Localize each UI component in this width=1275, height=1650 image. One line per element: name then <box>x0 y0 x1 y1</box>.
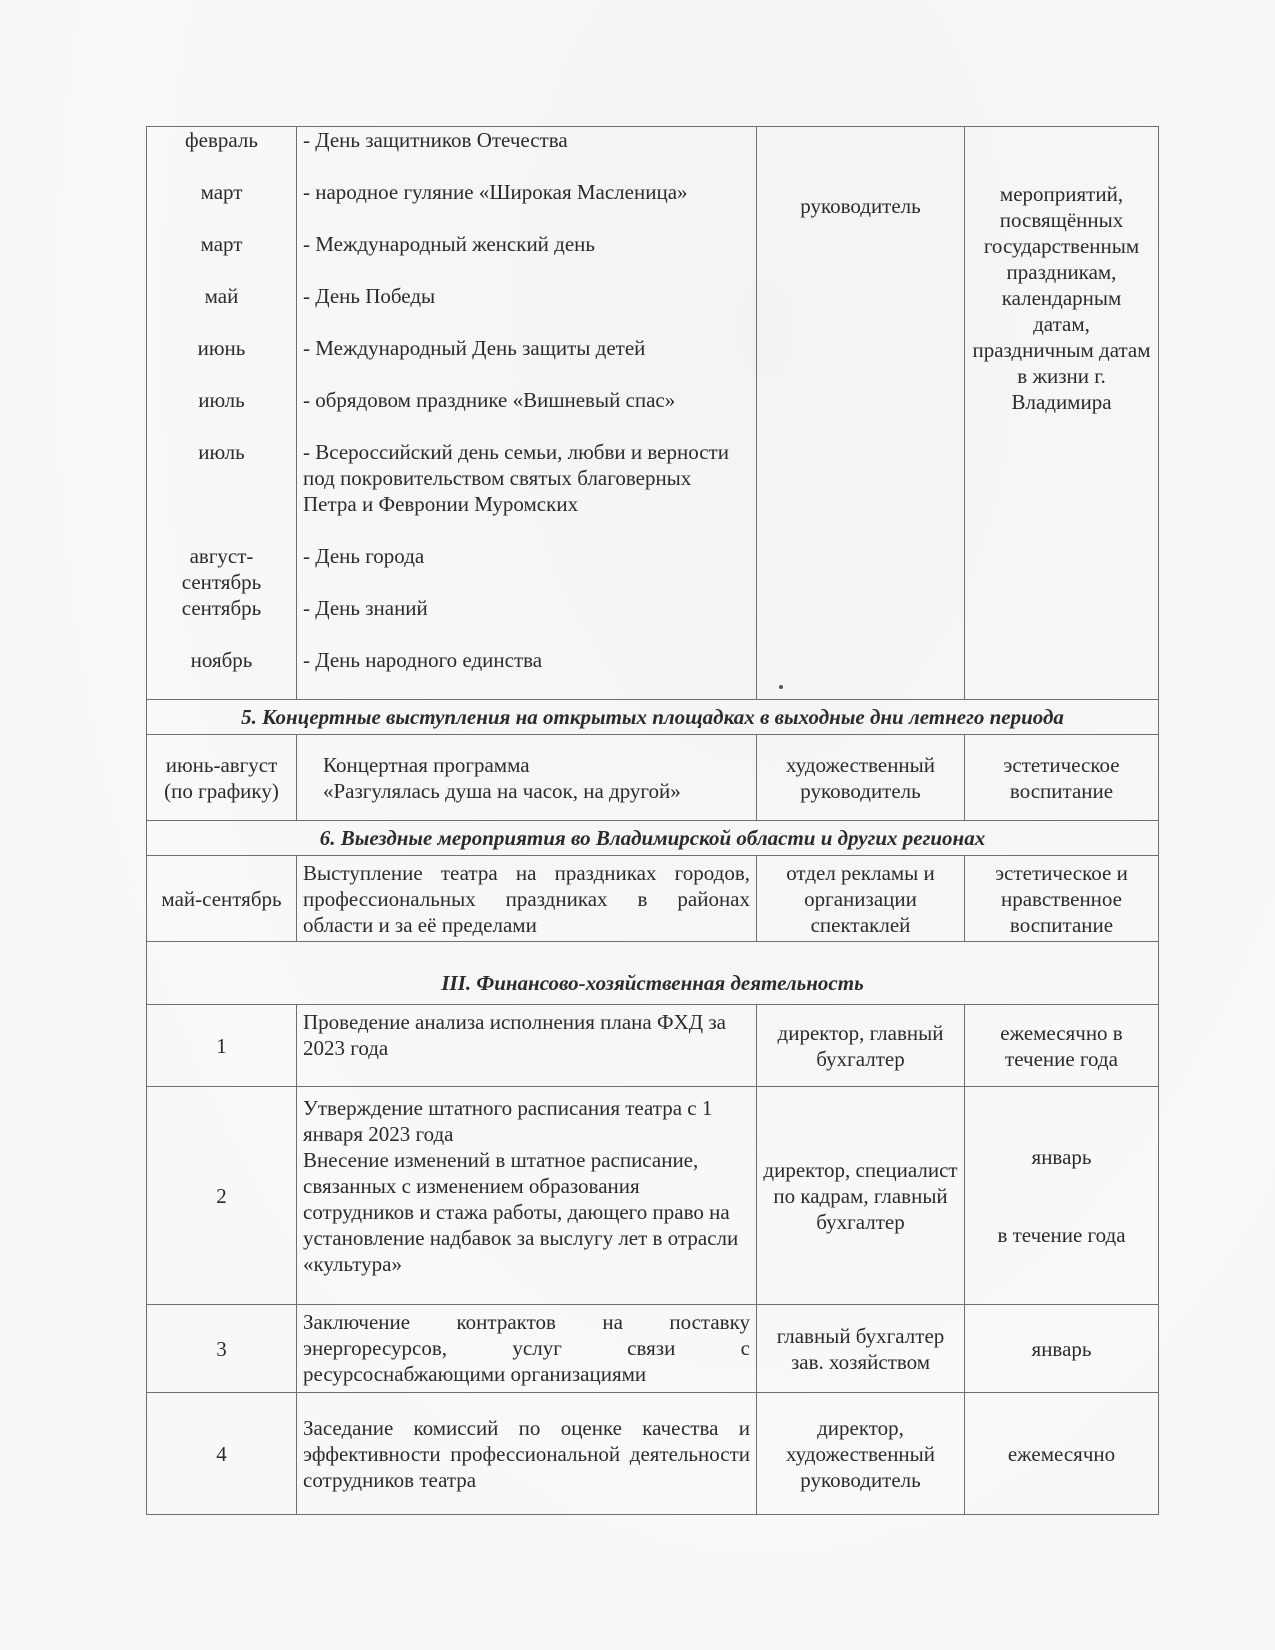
event-line: «Разгулялась душа на часок, на другой» <box>323 778 681 803</box>
date-cell: июнь-август (по графику) <box>147 735 297 821</box>
month-label: сентябрь <box>181 596 262 620</box>
month-label: август-сентябрь <box>181 544 262 594</box>
event-text: Внесение изменений в штатное расписание, связанных с изменением образования сотрудников и стажа работы, дающего право на установление надбавок за выслугу лет в отрасли «культура» <box>303 1148 739 1276</box>
responsible-cell: главный бухгалтер зав. хозяйством <box>757 1305 965 1393</box>
month-label: ноябрь <box>190 648 253 672</box>
section-3-heading: III. Финансово-хозяйственная деятельность <box>147 942 1159 1005</box>
table-row <box>147 735 1159 821</box>
event-item: - Всероссийский день семьи, любви и верности под покровительством святых благоверных Петра и Февронии Муромских <box>303 440 729 516</box>
section-heading-row <box>147 942 1159 1005</box>
row-number: 4 <box>147 1393 297 1515</box>
table-row <box>147 1393 1159 1515</box>
responsible-cell: отдел рекламы и организации спектаклей <box>757 856 965 942</box>
table-row <box>147 1305 1159 1393</box>
month-label: февраль <box>185 128 258 152</box>
row-number: 3 <box>147 1305 297 1393</box>
event-item: - обрядовом празднике «Вишневый спас» <box>303 388 676 412</box>
term-text: в течение года <box>997 1222 1126 1247</box>
month-label: май <box>204 284 239 308</box>
purpose-cell: мероприятий, посвящённых государственным праздникам, календарным датам, праздничным датам в жизни г. Владимира <box>965 127 1159 700</box>
section-heading-row <box>147 700 1159 735</box>
event-item: - народное гуляние «Широкая Масленица» <box>303 180 688 204</box>
month-label: июнь <box>197 336 246 360</box>
event-cell <box>297 1087 757 1305</box>
event-item: - Международный женский день <box>303 232 595 256</box>
responsible-cell: директор, специалист по кадрам, главный бухгалтер <box>757 1087 965 1305</box>
term-text: январь <box>1031 1144 1092 1169</box>
responsible-cell: художественный руководитель <box>757 735 965 821</box>
event-cell: Проведение анализа исполнения плана ФХД за 2023 года <box>297 1005 757 1087</box>
responsible-cell: директор, главный бухгалтер <box>757 1005 965 1087</box>
scan-mark <box>779 685 783 689</box>
row-number: 1 <box>147 1005 297 1087</box>
table-row <box>147 1005 1159 1087</box>
months-cell <box>147 127 297 700</box>
purpose-cell: эстетическое и нравственное воспитание <box>965 856 1159 942</box>
term-cell: январь <box>965 1305 1159 1393</box>
plan-table <box>146 126 1159 1515</box>
month-label: июль <box>198 440 245 464</box>
responsible-cell: директор, художественный руководитель <box>757 1393 965 1515</box>
table-row <box>147 856 1159 942</box>
section-5-heading: 5. Концертные выступления на открытых площадках в выходные дни летнего периода <box>147 700 1159 735</box>
term-cell: ежемесячно <box>965 1393 1159 1515</box>
month-label: март <box>200 232 243 256</box>
event-item: - День народного единства <box>303 648 543 672</box>
event-item: - День города <box>303 544 425 568</box>
event-item: - Международный День защиты детей <box>303 336 646 360</box>
responsible-cell <box>757 127 965 700</box>
responsible-text: руководитель <box>800 194 921 218</box>
month-label: июль <box>198 388 245 412</box>
event-item: - День защитников Отечества <box>303 128 568 152</box>
date-cell: май-сентябрь <box>147 856 297 942</box>
event-cell: Выступление театра на праздниках городов, профессиональных праздниках в районах области и за её пределами <box>297 856 757 942</box>
event-item: - День знаний <box>303 596 428 620</box>
month-label: март <box>200 180 243 204</box>
purpose-cell: эстетическое воспитание <box>965 735 1159 821</box>
row-number: 2 <box>147 1087 297 1305</box>
event-cell: Заседание комиссий по оценке качества и эффективности профессиональной деятельности сотрудников театра <box>297 1393 757 1515</box>
spacer <box>763 219 958 689</box>
event-item: - День Победы <box>303 284 436 308</box>
event-cell <box>297 735 757 821</box>
term-cell: ежемесячно в течение года <box>965 1005 1159 1087</box>
table-row <box>147 127 1159 700</box>
term-cell <box>965 1087 1159 1305</box>
spacer <box>971 1170 1152 1222</box>
table-row <box>147 1087 1159 1305</box>
section-heading-row <box>147 821 1159 856</box>
event-cell: Заключение контрактов на поставку энергоресурсов, услуг связи с ресурсоснабжающими организациями <box>297 1305 757 1393</box>
section-6-heading: 6. Выездные мероприятия во Владимирской области и других регионах <box>147 821 1159 856</box>
event-text: Утверждение штатного расписания театра с 1 января 2023 года <box>303 1096 713 1146</box>
events-cell <box>297 127 757 700</box>
event-line: Концертная программа <box>323 752 530 777</box>
